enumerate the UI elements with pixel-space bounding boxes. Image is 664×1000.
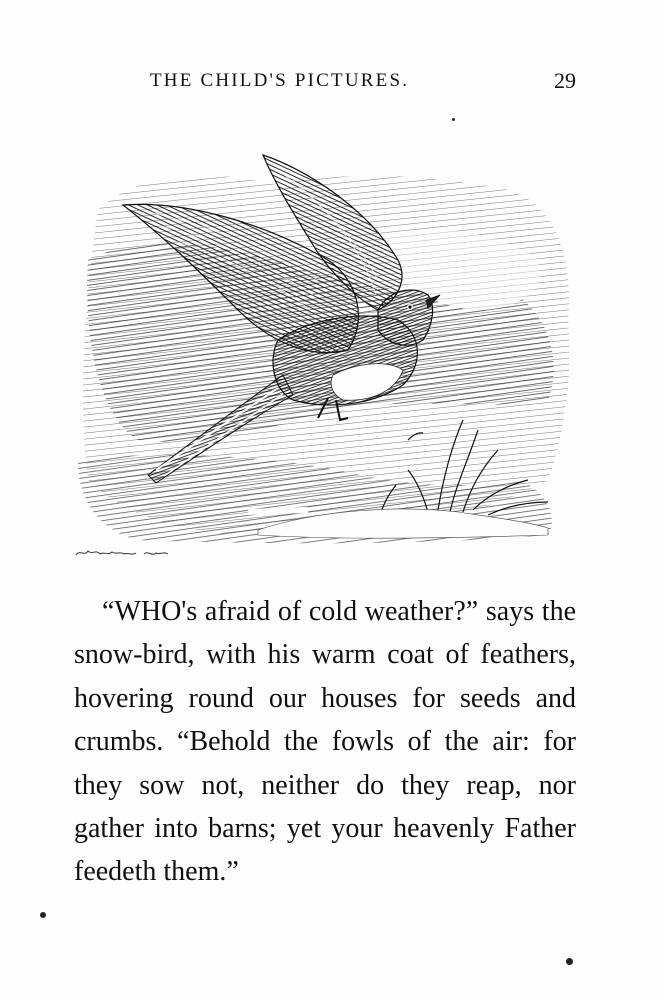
running-head [150, 70, 576, 98]
snow-bird-illustration [78, 150, 578, 550]
engraver-signature [74, 545, 194, 561]
page-number: 29 [554, 68, 576, 93]
body-paragraph: “WHO's afraid of cold weather?” says the snow-bird, with his warm coat of feathers, hovering round our houses for seeds and crumbs. “Behold the fowls of the air: for they sow not, neither do they reap, nor gather into barns; yet your heavenly Father feedeth them.” [74, 596, 576, 888]
ink-speck [452, 118, 455, 121]
ink-speck [566, 958, 573, 965]
running-title: THE CHILD'S PICTURES. [150, 70, 410, 91]
ink-speck [40, 912, 46, 918]
engraver-signature-mark [74, 545, 194, 561]
